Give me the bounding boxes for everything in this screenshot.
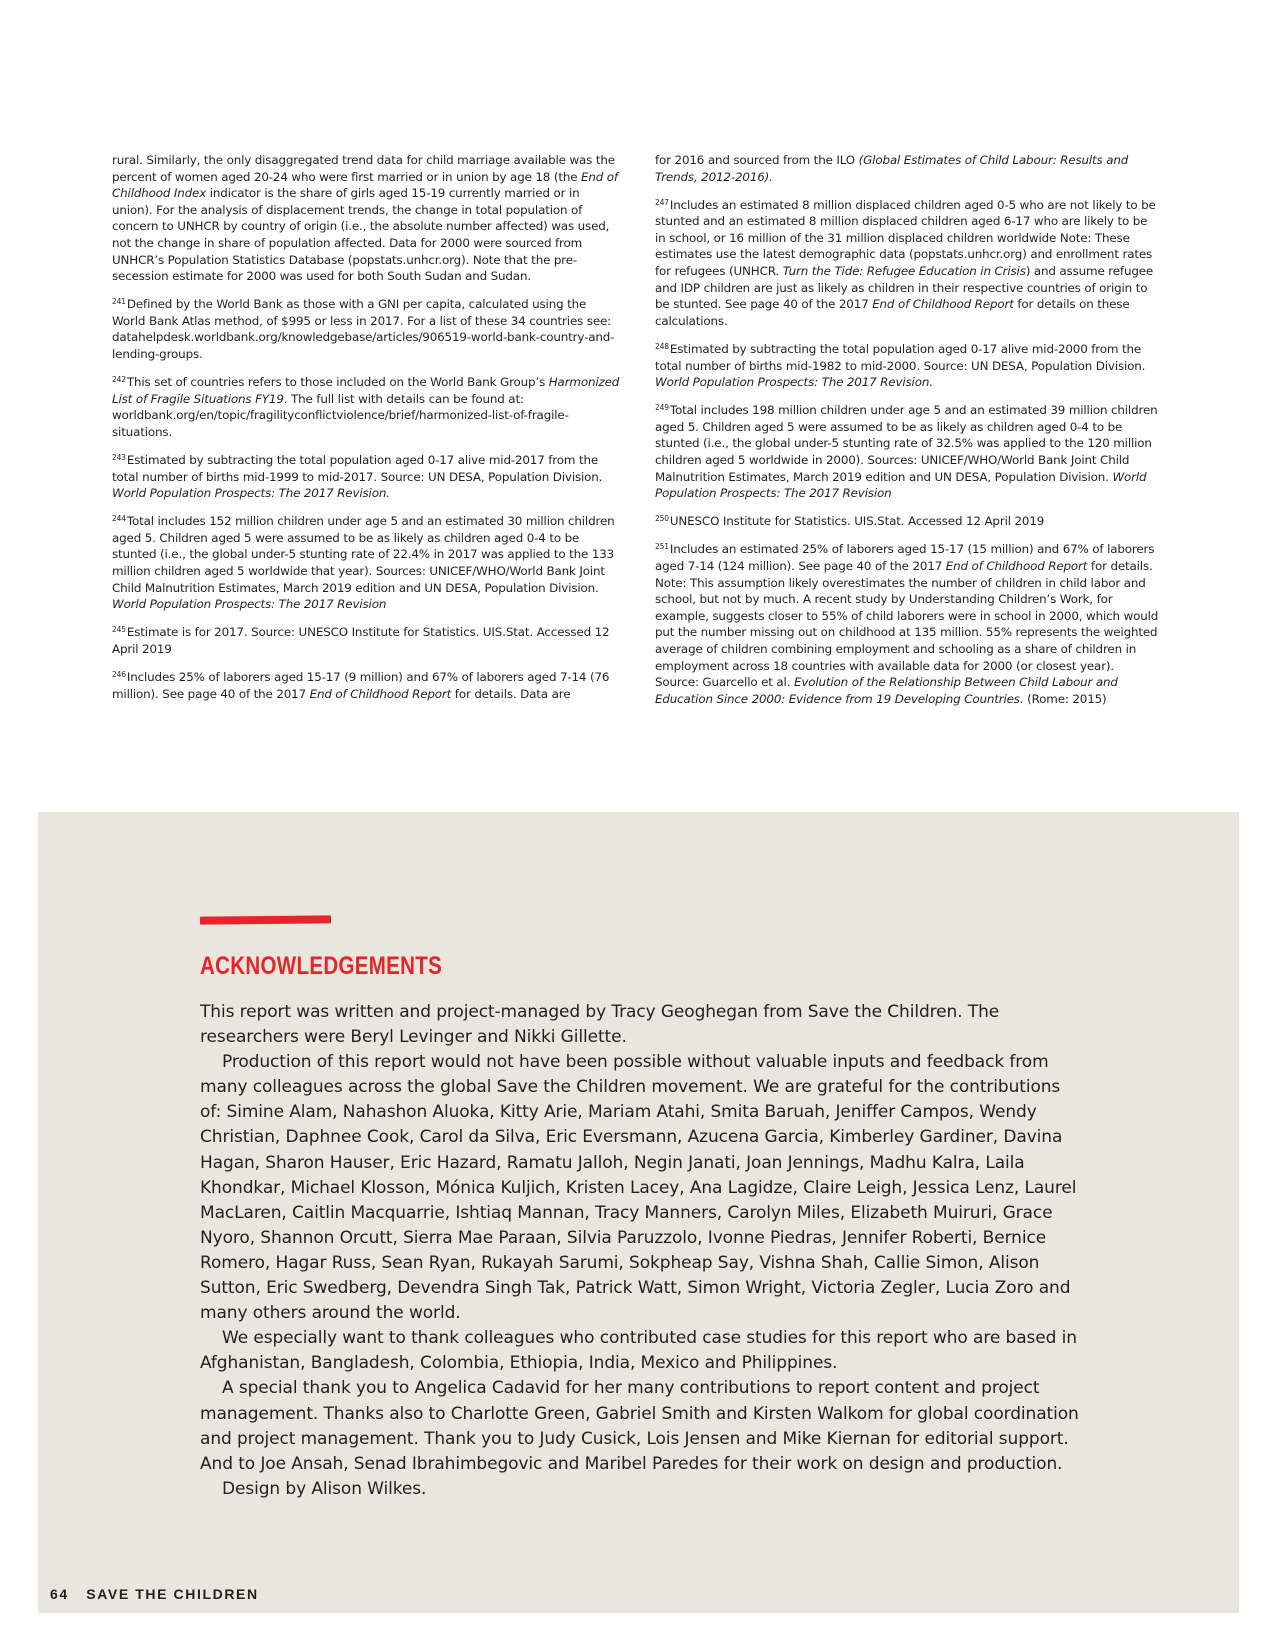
footnotes-right-column: [655, 152, 1160, 717]
footnotes-left-column: [112, 152, 620, 712]
ack-paragraph: A special thank you to Angelica Cadavid for her many contributions to report content and project management. Thanks also to Charlotte Green, Gabriel Smith and Kirsten Walkom for global coordination and project management. Thank you to Judy Cusick, Lois Jensen and Mike Kiernan for editorial support. And to Joe Ansah, Senad Ibrahimbegovic and Maribel Paredes for their work on design and production.: [200, 1378, 1079, 1474]
footnote-title-text: Evolution of the Relationship Between Child Labour and Education Since 2000: Evidence from 19 Developing Countries.: [655, 675, 1118, 706]
footnote: [655, 539, 1160, 707]
footnote: [112, 511, 620, 613]
footnote-text: (Rome: 2015): [1023, 691, 1107, 706]
footnote-title-text: End of Childhood Report: [309, 686, 452, 701]
footnote-title-text: World Population Prospects: The 2017 Revision.: [655, 375, 933, 390]
footnote-title-text: Turn the Tide: Refugee Education in Crisis: [782, 264, 1026, 279]
accent-rule: [200, 915, 331, 924]
footnote: [655, 511, 1160, 530]
footnote-text: Estimated by subtracting the total population aged 0-17 alive mid-2017 from the total number of births mid-1999 to mid-2017. Source: UN DESA, Population Division.: [112, 453, 603, 484]
footnote-number: 241: [112, 297, 126, 307]
footnote: [112, 372, 620, 440]
footnote-text: Total includes 198 million children under age 5 and an estimated 39 million children aged 5. Children aged 5 were assumed to be as likely as children aged 0-4 to be stunted (i.e., the global under-5 stunting rate of 32.5% was applied to the 120 million children aged 5 worldwide in 2000). Sources: UNICEF/WHO/World Bank Joint Child Malnutrition Estimates, March 2019 edition and UN DESA, Population Division.: [655, 403, 1158, 484]
footnote-number: 247: [655, 197, 669, 207]
footnote-title-text: End of Childhood Report: [945, 558, 1088, 573]
footnote: [112, 622, 620, 657]
acknowledgements-body: [200, 1000, 1085, 1502]
footnote-title-text: World Population Prospects: The 2017 Revision: [655, 469, 1147, 501]
footnote-text: Total includes 152 million children under age 5 and an estimated 30 million children aged 5. Children aged 5 were assumed to be as likely as children aged 0-4 to be stunted (i.e., the global under-5 stunting rate of 22.4% in 2017 was applied to the 133 million children aged 5 worldwide that year). Sources: UNICEF/WHO/World Bank Joint Child Malnutrition Estimates, March 2019 edition and UN DESA, Population Division.: [112, 514, 615, 595]
ack-paragraph: Production of this report would not have been possible without valuable inputs and feedback from many colleagues across the global Save the Children movement. We are grateful for the contributions of: Simine Alam, Nahashon Aluoka, Kitty Arie, Mariam Atahi, Smita Baruah, Jeniffer Campos, Wendy Christian, Daphnee Cook, Carol da Silva, Eric Eversmann, Azucena Garcia, Kimberley Gardiner, Davina Hagan, Sharon Hauser, Eric Hazard, Ramatu Jalloh, Negin Janati, Joan Jennings, Madhu Kalra, Laila Khondkar, Michael Klosson, Mónica Kuljich, Kristen Lacey, Ana Lagidze, Claire Leigh, Jessica Lenz, Laurel MacLaren, Caitlin Macquarrie, Ishtiaq Mannan, Tracy Manners, Carolyn Miles, Elizabeth Muiruri, Grace Nyoro, Shannon Orcutt, Sierra Mae Paraan, Silvia Paruzzolo, Ivonne Piedras, Jennifer Roberti, Bernice Romero, Hagar Russ, Sean Ryan, Rukayah Sarumi, Sokpheap Say, Vishna Shah, Callie Simon, Alison Sutton, Eric Swedberg, Devendra Singh Tak, Patrick Watt, Simon Wright, Victoria Zegler, Lucia Zoro and many others around the world.: [200, 1052, 1077, 1324]
footnote: [655, 195, 1160, 330]
ack-paragraph: We especially want to thank colleagues who contributed case studies for this report who are based in Afghanistan, Bangladesh, Colombia, Ethiopia, India, Mexico and Philippines.: [200, 1328, 1077, 1374]
footnote-text: Includes an estimated 8 million displaced children aged 0-5 who are not likely to be stunted and an estimated 8 million displaced children aged 6-17 who are likely to be in school, or 16 million of the 31 million displaced children worldwide Note: These estimates use the latest demographic data (popstats.unhcr.org) and enrollment rates for refugees (UNHCR.: [655, 197, 1156, 279]
footnote: [112, 667, 620, 702]
footnote-number: 248: [655, 341, 669, 351]
footnote-title-text: End of Childhood Index: [112, 169, 618, 201]
footnote: [655, 400, 1160, 502]
footnote-number: 251: [655, 542, 669, 552]
footnote-text: indicator is the share of girls aged 15-19 currently married or in union). For the analysis of displacement trends, the change in total population of concern to UNHCR by country of origin (i.e., the absolute number affected) was used, not the change in share of population affected. Data for 2000 were sourced from UNHCR’s Population Statistics Database (popstats.unhcr.org). Note that the pre-secession estimate for 2000 was used for both South Sudan and Sudan.: [112, 186, 610, 284]
footnote-title-text: Harmonized List of Fragile Situations FY19: [112, 375, 620, 406]
footnote: [655, 152, 1160, 185]
acknowledgements-heading: ACKNOWLEDGEMENTS: [200, 952, 443, 980]
footnote-text: Estimated by subtracting the total population aged 0-17 alive mid-2000 from the total number of births mid-1982 to mid-2000. Source: UN DESA, Population Division.: [655, 341, 1146, 373]
footnote-number: 249: [655, 403, 669, 413]
footnote-text: for details. Note: This assumption likely overestimates the number of children in child labor and school, but not by much. A recent study by Understanding Children’s Work, for example, suggests closer to 55% of child laborers were in school in 2000, which would put the number missing out on childhood at 135 million. 55% represents the weighted average of children combining employment and schooling as a share of children in employment across 18 countries with available data for 2000 (or closest year). Source: Guarcello et al.: [655, 558, 1159, 690]
footnote-text: Includes 25% of laborers aged 15-17 (9 million) and 67% of laborers aged 7-14 (76 million). See page 40 of the 2017: [112, 670, 610, 701]
footnote-title-text: End of Childhood Report: [872, 297, 1014, 312]
footnote-text: UNESCO Institute for Statistics. UIS.Stat. Accessed 12 April 2019: [669, 514, 1045, 529]
page-footer: [50, 1586, 259, 1602]
footnote-text: for details. Data are: [451, 686, 571, 701]
footnote: [112, 450, 620, 502]
footnote-text: for 2016 and sourced from the ILO: [655, 153, 859, 167]
footnote-number: 244: [112, 514, 126, 524]
footnote: [655, 339, 1160, 391]
footnote-text: rural. Similarly, the only disaggregated trend data for child marriage available was the percent of women aged 20-24 who were first married or in union by age 18 (the: [112, 153, 615, 184]
footnote-title-text: (Global Estimates of Child Labour: Results and Trends, 2012-2016).: [655, 153, 1129, 184]
footnote-number: 246: [112, 670, 126, 680]
footnote-text: Defined by the World Bank as those with a GNI per capita, calculated using the World Bank Atlas method, of $995 or less in 2017. For a list of these 34 countries see: datahelpdesk.worldbank.org/knowledgebase/articles/906519-world-bank-country-and-lending-groups.: [112, 297, 615, 362]
footnote-number: 250: [655, 514, 669, 524]
footnote-text: Includes an estimated 25% of laborers aged 15-17 (15 million) and 67% of laborers aged 7-14 (124 million). See page 40 of the 2017: [655, 542, 1155, 573]
footnote-title-text: World Population Prospects: The 2017 Revision: [112, 597, 387, 612]
footnote-text: ) and assume refugee and IDP children are just as likely as children in their respective countries of origin to be stunted. See page 40 of the 2017: [655, 264, 1154, 312]
footnote: [112, 152, 620, 285]
footnote-number: 245: [112, 625, 126, 635]
footnote-text: for details on these calculations.: [655, 297, 1130, 328]
footnote-number: 242: [112, 375, 126, 385]
footnote-text: Estimate is for 2017. Source: UNESCO Institute for Statistics. UIS.Stat. Accessed 12 April 2019: [112, 625, 610, 656]
footnote-text: This set of countries refers to those included on the World Bank Group’s: [126, 375, 549, 390]
page-number: 64: [50, 1586, 69, 1602]
publication-name: SAVE THE CHILDREN: [86, 1586, 259, 1602]
ack-paragraph: Design by Alison Wilkes.: [222, 1478, 427, 1499]
footnote-title-text: World Population Prospects: The 2017 Revision.: [112, 486, 390, 501]
footnote: [112, 294, 620, 362]
footnote-text: . The full list with details can be found at: worldbank.org/en/topic/fragilityconflictviolence/brief/harmonized-list-of-fragile-situations.: [112, 391, 569, 439]
footnote-number: 243: [112, 453, 126, 462]
ack-paragraph: This report was written and project-managed by Tracy Geoghegan from Save the Children. The researchers were Beryl Levinger and Nikki Gillette.: [200, 1002, 1000, 1048]
